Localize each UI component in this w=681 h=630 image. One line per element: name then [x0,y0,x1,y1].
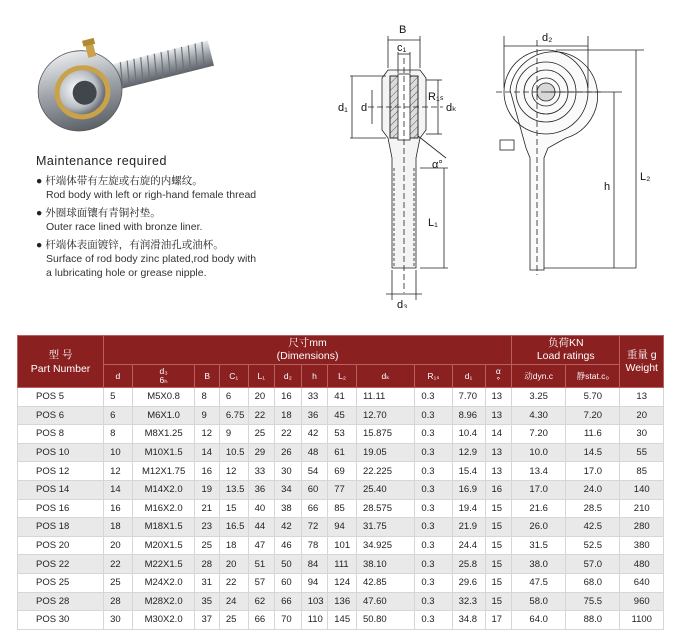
subheader-cell: d₁ [452,365,485,388]
table-cell: 10.4 [452,425,485,444]
table-cell: 12.9 [452,443,485,462]
table-cell: 13 [485,406,512,425]
table-cell: 54 [301,462,328,481]
table-row [18,462,664,481]
table-cell: 38.10 [356,555,414,574]
section-drawing [328,18,468,308]
table-cell: 78 [301,536,328,555]
feature-3-en: Surface of rod body zinc plated,rod body with [46,253,257,265]
table-cell: 124 [328,573,357,592]
table-cell: 94 [301,573,328,592]
table-cell: 53 [328,425,357,444]
table-cell: 14 [195,443,219,462]
table-cell: 280 [620,518,664,537]
table-cell: 75.5 [566,592,620,611]
part-number-cell: POS 6 [18,406,104,425]
part-number-cell: POS 22 [18,555,104,574]
table-cell: 28.575 [356,499,414,518]
table-cell: M16X2.0 [132,499,195,518]
table-cell: 42.85 [356,573,414,592]
table-cell: 0.3 [415,592,452,611]
table-cell: 42 [275,518,302,537]
table-cell: 21.6 [512,499,566,518]
table-cell: 31 [195,573,219,592]
table-cell: M5X0.8 [132,388,195,407]
label-h: h [604,181,611,193]
table-cell: 28 [104,592,133,611]
table-cell: 480 [620,555,664,574]
part-number-cell: POS 8 [18,425,104,444]
subheader-cell: α ° [485,365,512,388]
table-cell: 34.925 [356,536,414,555]
feature-2-en: Outer race lined with bronze liner. [46,221,203,233]
table-cell: 210 [620,499,664,518]
table-cell: 37 [195,611,219,630]
table-cell: M18X1.5 [132,518,195,537]
table-cell: 640 [620,573,664,592]
feature-1-en: Rod body with left or righ-hand female thread [46,189,257,201]
table-cell: 77 [328,480,357,499]
table-cell: 22 [275,425,302,444]
table-cell: 0.3 [415,480,452,499]
table-cell: 85 [328,499,357,518]
label-R1s: R₁ₛ [428,91,444,103]
table-cell: 7.70 [452,388,485,407]
table-cell: 5 [104,388,133,407]
table-cell: 25 [104,573,133,592]
table-cell: 380 [620,536,664,555]
part-number-cell: POS 28 [18,592,104,611]
spec-table [17,335,664,630]
table-cell: 47.5 [512,573,566,592]
table-cell: 15 [219,499,248,518]
table-cell: 8 [195,388,219,407]
table-cell: 0.3 [415,573,452,592]
table-cell: 60 [301,480,328,499]
rod-end-photo [28,22,218,132]
table-cell: 13.4 [512,462,566,481]
feature-1-zh: ● 杆端体带有左旋或右旋的内螺纹。 [36,175,203,187]
table-cell: 9 [219,425,248,444]
table-cell: 29.6 [452,573,485,592]
table-cell: 31.5 [512,536,566,555]
table-cell: 15 [485,555,512,574]
table-cell: 34.8 [452,611,485,630]
table-cell: 25 [195,536,219,555]
part-number-cell: POS 25 [18,573,104,592]
table-cell: 30 [620,425,664,444]
table-cell: 14 [104,480,133,499]
table-cell: M22X1.5 [132,555,195,574]
table-cell: 94 [328,518,357,537]
table-cell: 42.5 [566,518,620,537]
table-cell: 0.3 [415,462,452,481]
table-cell: 12 [104,462,133,481]
table-cell: 18 [219,536,248,555]
subheader-cell: L₁ [248,365,275,388]
table-cell: 22 [104,555,133,574]
table-cell: 33 [301,388,328,407]
table-cell: M14X2.0 [132,480,195,499]
table-cell: 22 [248,406,275,425]
table-cell: 55 [620,443,664,462]
table-cell: 8 [104,425,133,444]
label-d1: d₁ [338,102,348,114]
table-row [18,480,664,499]
table-cell: 7.20 [566,406,620,425]
table-row [18,592,664,611]
part-number-cell: POS 12 [18,462,104,481]
table-cell: 11.6 [566,425,620,444]
table-cell: 32.3 [452,592,485,611]
table-cell: 17.0 [512,480,566,499]
table-cell: 12.70 [356,406,414,425]
table-cell: 20 [248,388,275,407]
table-cell: 4.30 [512,406,566,425]
table-cell: 17 [485,611,512,630]
table-cell: 15 [485,518,512,537]
part-number-cell: POS 30 [18,611,104,630]
table-cell: 35 [195,592,219,611]
table-cell: 15 [485,499,512,518]
label-alpha: α° [432,159,443,171]
table-cell: M20X1.5 [132,536,195,555]
subheader-cell: 动dyn.c [512,365,566,388]
subheader-cell: 静stat.c₀ [566,365,620,388]
table-row [18,573,664,592]
table-cell: M28X2.0 [132,592,195,611]
table-cell: 29 [248,443,275,462]
table-cell: 30 [104,611,133,630]
label-d2: d₂ [542,32,553,44]
table-cell: 18 [275,406,302,425]
table-cell: 70 [275,611,302,630]
table-cell: 103 [301,592,328,611]
table-cell: 26 [275,443,302,462]
table-cell: 14 [485,425,512,444]
table-cell: 44 [248,518,275,537]
table-cell: 13 [620,388,664,407]
table-row [18,388,664,407]
subheader-cell: C₁ [219,365,248,388]
label-c1: c₁ [397,42,407,54]
table-cell: 11.11 [356,388,414,407]
subheader-cell: L₂ [328,365,357,388]
table-row [18,536,664,555]
table-cell: 13 [485,462,512,481]
subheader-cell: B [195,365,219,388]
table-cell: 36 [248,480,275,499]
table-cell: 13 [485,443,512,462]
table-cell: 18 [104,518,133,537]
feature-3-en-line2: a lubricating hole or grease nipple. [46,267,207,279]
table-cell: 19 [195,480,219,499]
label-d: d [361,102,368,114]
table-cell: 47.60 [356,592,414,611]
table-cell: 21 [195,499,219,518]
table-cell: 15 [485,573,512,592]
table-cell: 136 [328,592,357,611]
label-L1: L₁ [428,217,438,229]
table-cell: 50.80 [356,611,414,630]
table-cell: 25.8 [452,555,485,574]
table-cell: 85 [620,462,664,481]
table-cell: 58.0 [512,592,566,611]
front-view-drawing [486,30,666,280]
table-cell: 16.9 [452,480,485,499]
table-cell: 24.0 [566,480,620,499]
table-cell: 66 [275,592,302,611]
table-cell: 25 [219,611,248,630]
table-row [18,406,664,425]
subheader-cell: h [301,365,328,388]
table-cell: 13.5 [219,480,248,499]
table-cell: 52.5 [566,536,620,555]
table-cell: 36 [301,406,328,425]
table-cell: 8.96 [452,406,485,425]
subheader-cell: d [104,365,133,388]
table-cell: 3.25 [512,388,566,407]
table-cell: 12 [219,462,248,481]
table-cell: 16 [485,480,512,499]
table-cell: 110 [301,611,328,630]
table-cell: 34 [275,480,302,499]
table-row [18,499,664,518]
table-cell: 20 [104,536,133,555]
table-cell: 69 [328,462,357,481]
table-cell: 6 [219,388,248,407]
label-dk: dₖ [446,102,457,114]
table-cell: 38.0 [512,555,566,574]
table-cell: 16.5 [219,518,248,537]
header-weight: 重量 g Weight [620,336,664,388]
table-cell: 42 [301,425,328,444]
table-cell: 20 [620,406,664,425]
table-cell: 15.875 [356,425,414,444]
table-cell: 0.3 [415,406,452,425]
label-d3: d₃ [397,299,408,308]
table-cell: 66 [301,499,328,518]
table-cell: 10.5 [219,443,248,462]
table-row [18,443,664,462]
table-cell: 12 [195,425,219,444]
table-cell: 960 [620,592,664,611]
table-cell: 140 [620,480,664,499]
table-cell: M24X2.0 [132,573,195,592]
table-body [18,388,664,630]
table-cell: 64.0 [512,611,566,630]
subheader-cell: d₃ 6ₕ [132,365,195,388]
part-number-cell: POS 18 [18,518,104,537]
table-cell: 13 [485,388,512,407]
table-cell: 15 [485,592,512,611]
table-cell: 16 [195,462,219,481]
table-cell: 0.3 [415,388,452,407]
table-cell: 40 [248,499,275,518]
table-cell: 0.3 [415,425,452,444]
table-cell: 33 [248,462,275,481]
subheader-row [18,365,664,388]
table-cell: 0.3 [415,443,452,462]
table-cell: 0.3 [415,611,452,630]
part-number-cell: POS 14 [18,480,104,499]
table-cell: 111 [328,555,357,574]
header-load-ratings: 负荷KN Load ratings [512,336,620,365]
table-cell: M8X1.25 [132,425,195,444]
table-cell: 88.0 [566,611,620,630]
table-cell: 45 [328,406,357,425]
header-part-number: 型 号 Part Number [18,336,104,388]
table-cell: 6 [104,406,133,425]
table-cell: 22.225 [356,462,414,481]
label-L2: L₂ [640,171,651,183]
table-cell: 62 [248,592,275,611]
table-cell: M10X1.5 [132,443,195,462]
maintenance-section [36,154,306,284]
table-cell: 15 [485,536,512,555]
table-cell: 10.0 [512,443,566,462]
feature-2-zh: ● 外圈球面镶有青铜衬垫。 [36,207,161,219]
table-cell: 0.3 [415,518,452,537]
table-row [18,425,664,444]
table-cell: 23 [195,518,219,537]
table-cell: 66 [248,611,275,630]
table-cell: 16 [275,388,302,407]
table-cell: 41 [328,388,357,407]
table-cell: 101 [328,536,357,555]
table-cell: 145 [328,611,357,630]
subheader-cell: R₁ₛ [415,365,452,388]
table-cell: 61 [328,443,357,462]
table-cell: 26.0 [512,518,566,537]
feature-3-zh: ● 杆端体表面镀锌，有润滑油孔或油杯。 [36,239,224,251]
table-cell: 22 [219,573,248,592]
header-dimensions: 尺寸mm (Dimensions) [104,336,512,365]
table-cell: 51 [248,555,275,574]
table-cell: 47 [248,536,275,555]
table-cell: 72 [301,518,328,537]
table-cell: 17.0 [566,462,620,481]
table-cell: 57 [248,573,275,592]
table-cell: 5.70 [566,388,620,407]
table-cell: M6X1.0 [132,406,195,425]
table-cell: 30 [275,462,302,481]
table-cell: 15.4 [452,462,485,481]
table-row [18,518,664,537]
table-cell: 28 [195,555,219,574]
part-number-cell: POS 5 [18,388,104,407]
table-cell: 0.3 [415,499,452,518]
table-cell: 19.05 [356,443,414,462]
table-cell: 6.75 [219,406,248,425]
table-cell: 84 [301,555,328,574]
table-cell: 46 [275,536,302,555]
table-cell: 38 [275,499,302,518]
table-cell: 25.40 [356,480,414,499]
maintenance-title: Maintenance required [36,154,167,168]
table-cell: M12X1.75 [132,462,195,481]
subheader-cell: dₖ [356,365,414,388]
table-row [18,555,664,574]
table-cell: 1100 [620,611,664,630]
table-cell: 14.5 [566,443,620,462]
table-cell: 16 [104,499,133,518]
subheader-cell: d₂ [275,365,302,388]
table-cell: 48 [301,443,328,462]
table-cell: 50 [275,555,302,574]
part-number-cell: POS 16 [18,499,104,518]
table-cell: 0.3 [415,536,452,555]
table-cell: 9 [195,406,219,425]
table-cell: 57.0 [566,555,620,574]
table-cell: M30X2.0 [132,611,195,630]
table-cell: 10 [104,443,133,462]
table-cell: 24.4 [452,536,485,555]
part-number-cell: POS 10 [18,443,104,462]
table-cell: 31.75 [356,518,414,537]
table-cell: 21.9 [452,518,485,537]
table-cell: 0.3 [415,555,452,574]
part-number-cell: POS 20 [18,536,104,555]
table-cell: 24 [219,592,248,611]
table-cell: 19.4 [452,499,485,518]
table-cell: 68.0 [566,573,620,592]
table-cell: 28.5 [566,499,620,518]
table-cell: 20 [219,555,248,574]
table-cell: 60 [275,573,302,592]
table-cell: 25 [248,425,275,444]
label-B: B [399,24,407,36]
table-cell: 7.20 [512,425,566,444]
table-row [18,611,664,630]
